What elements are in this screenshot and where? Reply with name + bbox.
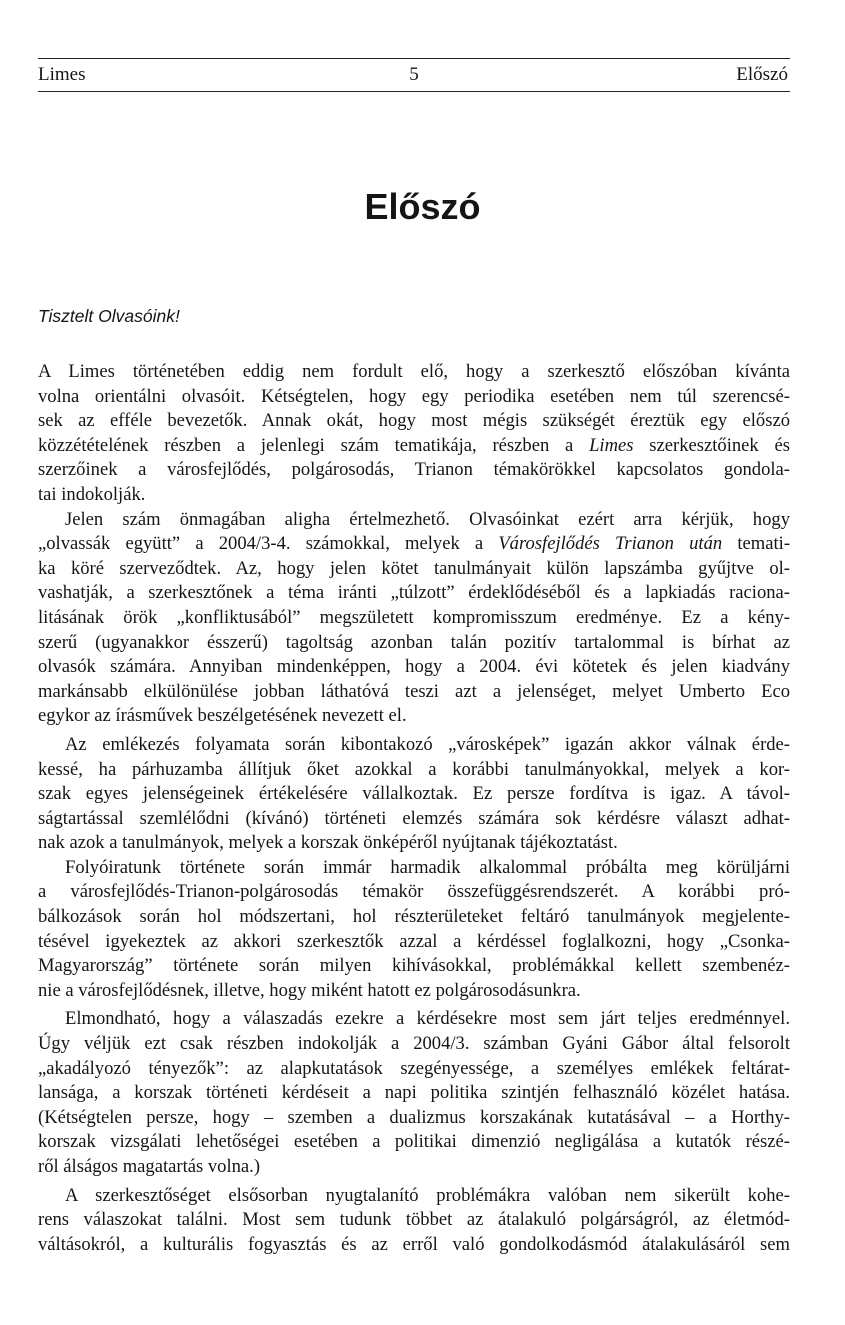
text-line: egykor az írásművek beszélgetésének nevezett el. [38, 705, 407, 727]
header-journal-name: Limes [38, 64, 86, 85]
running-header [38, 58, 790, 92]
text-line: ka köré szerveződtek. Az, hogy jelen kötet tanulmányait külön lapszámba gyűjtve ol- [38, 557, 790, 579]
text-line: vashatják, a szerkesztőnek a téma iránti „túlzott” érdeklődéséből és a lapkiadás raciona- [38, 582, 790, 604]
text-line: közzétételének részben a jelenlegi szám tematikája, részben a Limes szerkesztőinek és [38, 434, 790, 456]
text-line: Elmondható, hogy a válaszadás ezekre a kérdésekre most sem járt teljes eredménnyel. [65, 1008, 790, 1030]
text-line: rens válaszokat találni. Most sem tudunk többet az átalakuló polgárságról, az életmód- [38, 1209, 790, 1231]
text-line: bálkozások során hol módszertani, hol részterületeket feltáró tanulmányok megjelente- [38, 906, 790, 928]
text-line: litásának örök „konfliktusából” megszületett kompromisszum eredménye. Ez a kény- [38, 606, 790, 628]
text-line: „akadályozó tényezők”: az alapkutatások szegényessége, a személyes emlékek feltárat- [38, 1057, 790, 1079]
text-line: Jelen szám önmagában aligha értelmezhető. Olvasóinkat ezért arra kérjük, hogy [65, 508, 790, 530]
text-line: sek az efféle bevezetők. Annak okát, hogy most mégis szükségét éreztük egy előszó [38, 410, 790, 432]
page-title: Előszó [364, 186, 481, 227]
text-line: szerzőinek a városfejlődés, polgárosodás, Trianon témakörökkel kapcsolatos gondola- [38, 459, 790, 481]
text-line: a városfejlődés-Trianon-polgárosodás témakör összefüggésrendszerét. A korábbi pró- [38, 881, 790, 903]
text-line: nak azok a tanulmányok, melyek a korszak önképéről nyújtanak tájékoztatást. [38, 832, 618, 854]
text-line: kessé, ha párhuzamba állítjuk őket azokkal a korábbi tanulmányokkal, melyek a kor- [38, 758, 790, 780]
text-line: markánsabb elkülönülése jobban láthatóvá teszi azt a jelenséget, melyet Umberto Eco [38, 680, 790, 702]
text-line: szerű (ugyanakkor ésszerű) tagoltság azonban talán pozitív tartalommal is bírhat az [38, 631, 790, 653]
text-line: váltásokról, a kulturális fogyasztás és az erről való gondolkodásmód átalakulásáról sem [38, 1233, 790, 1255]
text-line: Magyarország” története során milyen kihívásokkal, problémákkal kellett szembenéz- [38, 955, 790, 977]
text-line: (Kétségtelen persze, hogy – szemben a dualizmus korszakának kutatásával – a Horthy- [38, 1106, 790, 1128]
text-line: ről álságos magatartás volna.) [38, 1156, 261, 1177]
salutation: Tisztelt Olvasóink! [38, 306, 180, 326]
text-line: korszak vizsgálati lehetőségei esetében a politikai dimenzió negligálása a kutatók részé- [38, 1131, 790, 1153]
body-text [38, 360, 790, 1257]
text-line: ságtartással szemlélődni (kívánó) történeti elemzés számára sok kérdésre választ adhat- [38, 807, 790, 829]
text-line: A Limes történetében eddig nem fordult elő, hogy a szerkesztő előszóban kívánta [38, 361, 790, 382]
text-line: volna orientálni olvasóit. Kétségtelen, hogy egy periodika esetében nem túl szerencsé- [38, 385, 790, 407]
text-line: nie a városfejlődésnek, illetve, hogy miként hatott ez polgárosodásunkra. [38, 979, 581, 1001]
header-section-name: Előszó [736, 64, 788, 85]
text-line: tai indokolják. [38, 483, 146, 505]
text-line: Az emlékezés folyamata során kibontakozó „városképek” igazán akkor válnak érde- [65, 733, 790, 755]
text-line: szak egyes jelenségeinek értékelésére vállalkoztak. Ez persze fordítva is igaz. A távol- [38, 783, 790, 805]
header-page-number: 5 [409, 64, 419, 85]
text-line: olvasók számára. Annyiban mindenképpen, hogy a 2004. évi kötetek és jelen kiadvány [38, 656, 790, 678]
text-line: lansága, a korszak történeti kérdéseit a napi politika szintjén felhasználó közélet hatása. [38, 1082, 790, 1104]
text-line: Folyóiratunk története során immár harmadik alkalommal próbálta meg körüljárni [65, 856, 790, 878]
text-line: Úgy véljük ezt csak részben indokolják a 2004/3. számban Gyáni Gábor által felsorolt [38, 1033, 790, 1055]
text-line: tésével igyekeztek az akkori szerkesztők azzal a kérdéssel foglalkozni, hogy „Csonka- [38, 930, 790, 952]
text-line: „olvassák együtt” a 2004/3-4. számokkal, melyek a Városfejlődés Trianon után temati- [38, 533, 790, 555]
text-line: A szerkesztőséget elsősorban nyugtalanító problémákra valóban nem sikerült kohe- [65, 1184, 790, 1206]
